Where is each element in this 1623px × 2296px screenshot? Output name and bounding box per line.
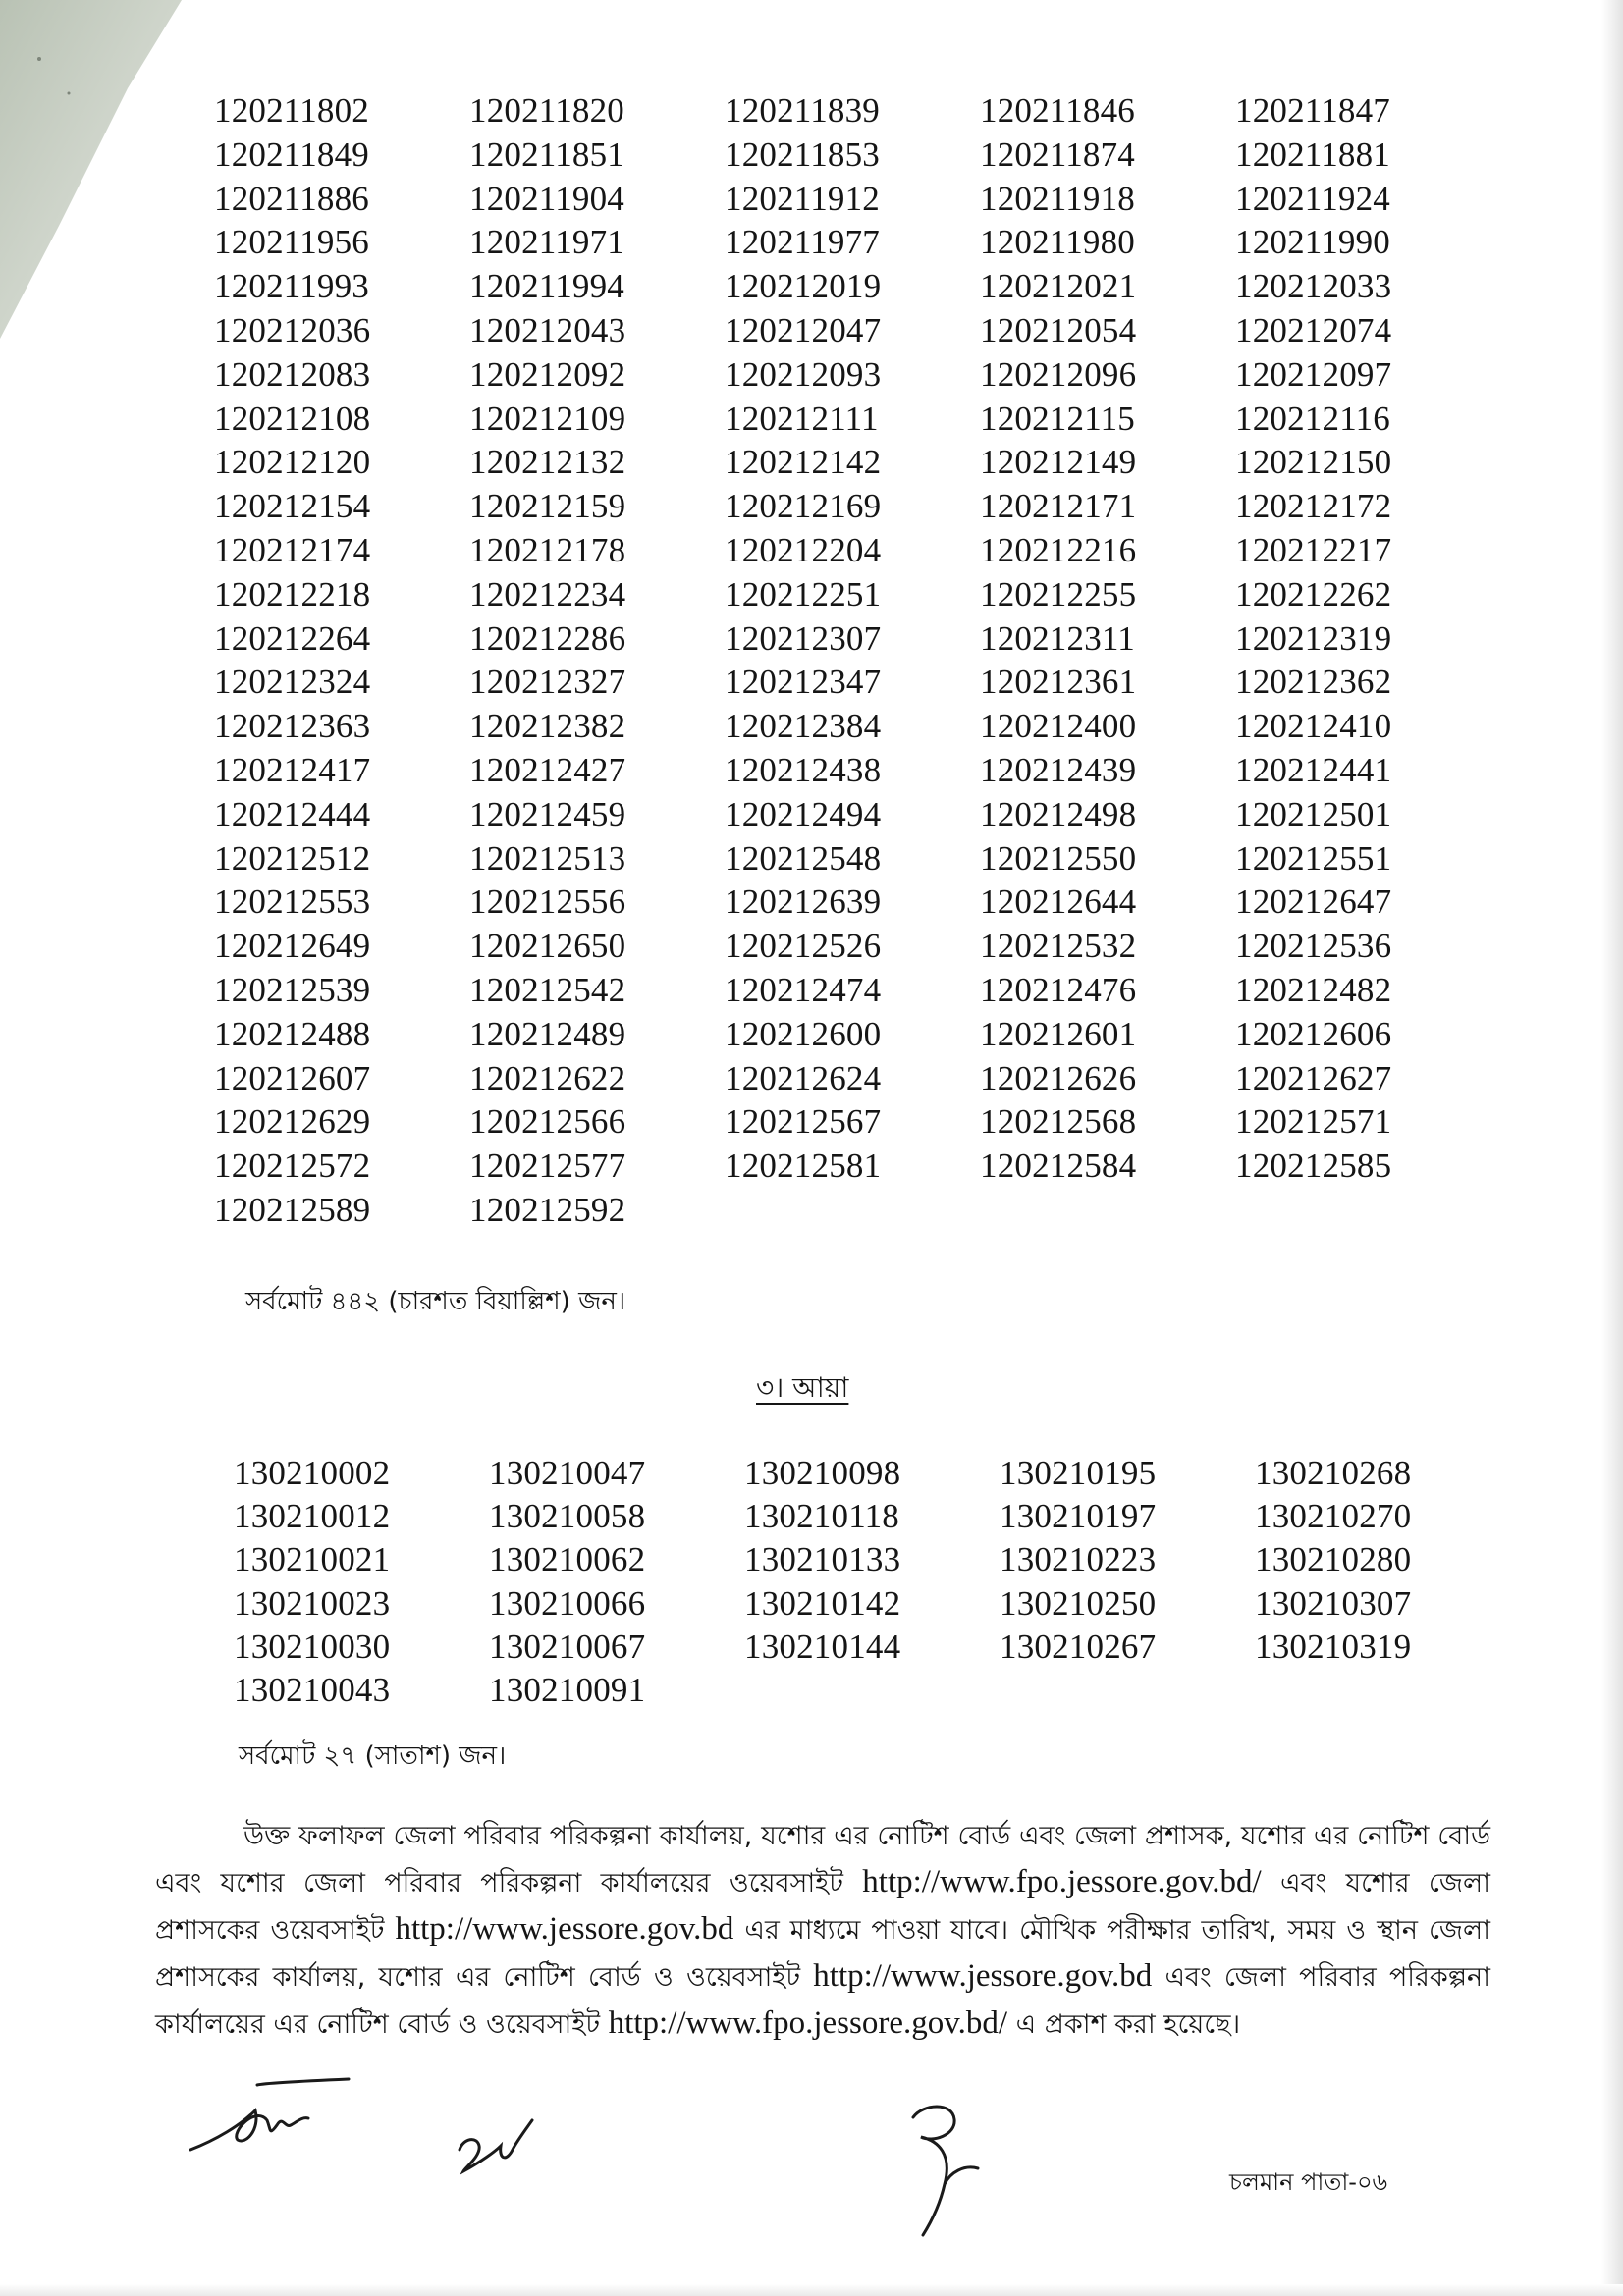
section-heading-aya: ৩। আয়া — [756, 1371, 849, 1404]
roll-number: 120212116 — [1235, 399, 1391, 438]
roll-number: 120212361 — [980, 663, 1137, 702]
roll-number: 120212362 — [1235, 663, 1392, 702]
roll-number: 120212566 — [469, 1102, 626, 1142]
roll-number: 120211971 — [469, 223, 625, 262]
roll-number: 130210021 — [234, 1540, 391, 1579]
website-link[interactable]: http://www.jessore.gov.bd — [813, 1958, 1153, 1994]
roll-number: 120211924 — [1235, 179, 1391, 218]
roll-number: 120211874 — [980, 134, 1136, 174]
roll-number: 120211994 — [469, 267, 625, 306]
roll-number: 120212476 — [980, 970, 1137, 1009]
roll-number: 120212097 — [1235, 354, 1392, 394]
roll-number: 130210066 — [489, 1583, 646, 1623]
roll-number: 120212498 — [980, 794, 1137, 833]
roll-number: 120212639 — [725, 882, 882, 922]
roll-number: 120212439 — [980, 750, 1137, 789]
roll-number: 120212218 — [214, 574, 371, 614]
roll-number: 130210195 — [1000, 1454, 1157, 1492]
roll-number: 130210012 — [234, 1497, 391, 1536]
roll-number: 120212093 — [725, 354, 882, 394]
roll-number: 120212444 — [214, 794, 371, 833]
running-page-label: চলমান পাতা-০৬ — [1229, 2168, 1388, 2196]
roll-number: 120212115 — [980, 399, 1136, 438]
roll-number: 120212647 — [1235, 882, 1392, 922]
roll-number: 120211886 — [214, 179, 370, 218]
roll-number: 120212264 — [214, 618, 371, 658]
roll-number: 130210118 — [744, 1497, 900, 1536]
roll-number: 120211846 — [980, 91, 1136, 130]
roll-number: 120212626 — [980, 1058, 1137, 1097]
roll-number: 120212149 — [980, 443, 1137, 482]
roll-number: 120212217 — [1235, 530, 1392, 569]
roll-number: 130210223 — [1000, 1540, 1157, 1579]
roll-number: 120212622 — [469, 1058, 626, 1097]
roll-number: 120212204 — [725, 530, 882, 569]
roll-number: 120212572 — [214, 1147, 371, 1186]
roll-number: 120212171 — [980, 487, 1137, 526]
roll-number: 120212036 — [214, 310, 371, 349]
roll-number: 120212120 — [214, 443, 371, 482]
roll-number: 120212513 — [469, 838, 626, 878]
roll-number: 120212286 — [469, 618, 626, 658]
roll-number: 120212382 — [469, 707, 626, 746]
roll-number: 120212629 — [214, 1102, 371, 1142]
roll-number: 120212150 — [1235, 443, 1392, 482]
roll-number: 120212601 — [980, 1014, 1137, 1053]
roll-number: 130210023 — [234, 1583, 391, 1623]
roll-number: 120212159 — [469, 487, 626, 526]
roll-number: 120212262 — [1235, 574, 1392, 614]
scan-corner-shadow — [0, 0, 196, 353]
roll-number: 130210098 — [744, 1454, 901, 1492]
roll-number: 120212577 — [469, 1147, 626, 1186]
roll-number: 120212111 — [725, 399, 879, 438]
roll-number: 120212550 — [980, 838, 1137, 878]
roll-number: 120212054 — [980, 310, 1137, 349]
roll-number: 120212083 — [214, 354, 371, 394]
signature-2 — [452, 2110, 560, 2179]
roll-number: 120212624 — [725, 1058, 882, 1097]
roll-number: 120212584 — [980, 1147, 1137, 1186]
roll-number: 130210062 — [489, 1540, 646, 1579]
roll-number: 120212553 — [214, 882, 371, 922]
roll-number: 120212109 — [469, 399, 626, 438]
scan-right-edge — [1601, 0, 1623, 2296]
roll-number: 120212174 — [214, 530, 371, 569]
roll-number: 120212526 — [725, 927, 882, 966]
notice-text: এবং যশোর জেলা প্রশাসকের ওয়েবসাইট — [155, 1868, 1490, 1946]
roll-number: 130210133 — [744, 1540, 901, 1579]
roll-number: 120212324 — [214, 663, 371, 702]
roll-number: 120212307 — [725, 618, 882, 658]
roll-number: 120212474 — [725, 970, 882, 1009]
scan-bottom-edge — [0, 2284, 1623, 2296]
roll-number: 120212556 — [469, 882, 626, 922]
notice-text: উক্ত ফলাফল জেলা পরিবার পরিকল্পনা কার্যালয়, যশোর এর নোটিশ বোর্ড এবং জেলা প্রশাসক, যশোর এর নোটিশ বোর্ড এবং যশোর জেলা পরিবার পরিকল্পনা কার্যালয়ের ওয়েবসাইট — [155, 1821, 1490, 1898]
roll-number: 120212178 — [469, 530, 626, 569]
roll-number: 120212532 — [980, 927, 1137, 966]
roll-number: 130210268 — [1255, 1454, 1412, 1492]
roll-number: 120211881 — [1235, 134, 1391, 174]
roll-number: 120212589 — [214, 1190, 371, 1229]
roll-number: 120212606 — [1235, 1014, 1392, 1053]
roll-number: 120212132 — [469, 443, 626, 482]
roll-number: 120212488 — [214, 1014, 371, 1053]
roll-number: 120211993 — [214, 267, 370, 306]
roll-number: 120212400 — [980, 707, 1137, 746]
roll-number: 130210047 — [489, 1454, 646, 1492]
roll-number: 120212384 — [725, 707, 882, 746]
roll-number: 130210280 — [1255, 1540, 1412, 1579]
roll-number: 130210030 — [234, 1627, 391, 1666]
roll-number: 120212512 — [214, 838, 371, 878]
roll-number: 130210058 — [489, 1497, 646, 1536]
roll-number: 130210091 — [489, 1670, 646, 1709]
roll-number: 120212536 — [1235, 927, 1392, 966]
roll-number: 120211912 — [725, 179, 881, 218]
website-link[interactable]: http://www.fpo.jessore.gov.bd/ — [608, 2005, 1008, 2041]
roll-number: 130210319 — [1255, 1627, 1412, 1666]
roll-number: 120211847 — [1235, 91, 1391, 130]
roll-number: 120212542 — [469, 970, 626, 1009]
roll-number: 120211990 — [1235, 223, 1391, 262]
roll-number: 120212548 — [725, 838, 882, 878]
roll-number: 120212363 — [214, 707, 371, 746]
roll-number: 130210144 — [744, 1627, 901, 1666]
roll-number: 120212074 — [1235, 310, 1392, 349]
roll-number: 120212019 — [725, 267, 882, 306]
roll-number: 120212154 — [214, 487, 371, 526]
roll-number: 120211918 — [980, 179, 1136, 218]
roll-number: 120212581 — [725, 1147, 882, 1186]
roll-number: 120212571 — [1235, 1102, 1392, 1142]
roll-number: 120212585 — [1235, 1147, 1392, 1186]
roll-number: 120212311 — [980, 618, 1136, 658]
roll-number: 120212047 — [725, 310, 882, 349]
roll-number: 120212410 — [1235, 707, 1392, 746]
roll-number: 120212592 — [469, 1190, 626, 1229]
total-roll-count: সর্বমোট ৪৪২ (চারশত বিয়াল্লিশ) জন। — [245, 1287, 626, 1316]
roll-number: 130210142 — [744, 1583, 901, 1623]
roll-number: 120212568 — [980, 1102, 1137, 1142]
roll-number: 120212216 — [980, 530, 1137, 569]
roll-number: 120212567 — [725, 1102, 882, 1142]
roll-number: 120212427 — [469, 750, 626, 789]
roll-number: 130210270 — [1255, 1497, 1412, 1536]
roll-number: 120212494 — [725, 794, 882, 833]
roll-number: 120212459 — [469, 794, 626, 833]
roll-number: 120212501 — [1235, 794, 1392, 833]
roll-number: 120212096 — [980, 354, 1137, 394]
notice-text: এবং জেলা পরিবার পরিকল্পনা কার্যালয়ের এর নোটিশ বোর্ড ও ওয়েবসাইট — [155, 1962, 1490, 2040]
roll-number: 130210267 — [1000, 1627, 1157, 1666]
roll-number: 120211853 — [725, 134, 881, 174]
roll-number: 120212539 — [214, 970, 371, 1009]
roll-number: 120211956 — [214, 223, 370, 262]
signature-3 — [893, 2096, 1001, 2243]
roll-number: 130210067 — [489, 1627, 646, 1666]
roll-number: 120212438 — [725, 750, 882, 789]
roll-number: 120212172 — [1235, 487, 1392, 526]
roll-number: 120211839 — [725, 91, 881, 130]
roll-number: 120212108 — [214, 399, 371, 438]
roll-number: 120212255 — [980, 574, 1137, 614]
roll-number: 130210250 — [1000, 1583, 1157, 1623]
roll-number: 120212033 — [1235, 267, 1392, 306]
notice-paragraph — [155, 1814, 1490, 2048]
total-aya-count: সর্বমোট ২৭ (সাতাশ) জন। — [239, 1741, 507, 1771]
roll-number: 120212644 — [980, 882, 1137, 922]
roll-number: 120212482 — [1235, 970, 1392, 1009]
roll-number: 120212043 — [469, 310, 626, 349]
roll-number: 120212551 — [1235, 838, 1392, 878]
roll-number: 120212021 — [980, 267, 1137, 306]
roll-number: 120212627 — [1235, 1058, 1392, 1097]
roll-number: 120212650 — [469, 927, 626, 966]
website-link[interactable]: http://www.fpo.jessore.gov.bd/ — [862, 1864, 1262, 1899]
roll-number: 120212234 — [469, 574, 626, 614]
roll-number: 120211849 — [214, 134, 370, 174]
roll-number: 120212169 — [725, 487, 882, 526]
roll-number: 120212092 — [469, 354, 626, 394]
roll-number: 120211977 — [725, 223, 881, 262]
roll-number: 120211904 — [469, 179, 625, 218]
roll-number: 120211851 — [469, 134, 625, 174]
roll-number: 120212347 — [725, 663, 882, 702]
roll-number: 120212600 — [725, 1014, 882, 1053]
roll-number: 120211820 — [469, 91, 625, 130]
aya-number-grid — [234, 1453, 1510, 1713]
roll-number: 120212417 — [214, 750, 371, 789]
roll-number: 120211980 — [980, 223, 1136, 262]
roll-number: 120212441 — [1235, 750, 1392, 789]
roll-number: 120212489 — [469, 1014, 626, 1053]
roll-number: 120211802 — [214, 91, 370, 130]
roll-number: 120212327 — [469, 663, 626, 702]
roll-number: 130210043 — [234, 1670, 391, 1709]
website-link[interactable]: http://www.jessore.gov.bd — [395, 1911, 734, 1947]
notice-text: এর মাধ্যমে পাওয়া যাবে। মৌখিক পরীক্ষার তারিখ, সময় ও স্থান জেলা প্রশাসকের কার্যালয়, যশোর এর নোটিশ বোর্ড ও ওয়েবসাইট — [155, 1915, 1491, 1993]
roll-number: 120212251 — [725, 574, 882, 614]
roll-number: 120212607 — [214, 1058, 371, 1097]
roll-number: 130210307 — [1255, 1583, 1412, 1623]
roll-number: 130210197 — [1000, 1497, 1157, 1536]
roll-number: 130210002 — [234, 1454, 391, 1492]
roll-number: 120212142 — [725, 443, 882, 482]
notice-text: এ প্রকাশ করা হয়েছে। — [1007, 2009, 1241, 2040]
roll-number: 120212649 — [214, 927, 371, 966]
signature-1 — [187, 2071, 383, 2160]
roll-number-grid — [214, 90, 1490, 1234]
roll-number: 120212319 — [1235, 618, 1392, 658]
